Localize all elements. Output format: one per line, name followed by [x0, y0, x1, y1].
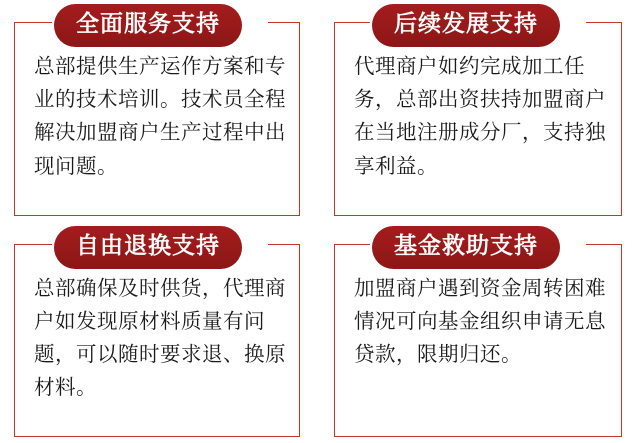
card-body: 总部确保及时供货，代理商户如发现原材料质量有问题，可以随时要求退、换原材料。: [34, 275, 286, 400]
card-title: 全面服务支持: [54, 4, 242, 47]
card-free-return-exchange-support: [0, 222, 320, 443]
card-title: 自由退换支持: [54, 226, 242, 269]
card-body: 总部提供生产运作方案和专业的技术培训。技术员全程解决加盟商户生产过程中出现问题。: [34, 54, 286, 178]
card-full-service-support: [0, 0, 320, 222]
card-title: 基金救助支持: [372, 226, 560, 269]
card-follow-up-development-support: [320, 0, 640, 222]
card-body: 加盟商户遇到资金周转困难情况可向基金组织申请无息贷款，限期归还。: [354, 275, 606, 366]
card-body: 代理商户如约完成加工任务，总部出资扶持加盟商户在当地注册成分厂，支持独享利益。: [354, 54, 606, 178]
card-title: 后续发展支持: [372, 4, 560, 47]
card-fund-assistance-support: [320, 222, 640, 443]
